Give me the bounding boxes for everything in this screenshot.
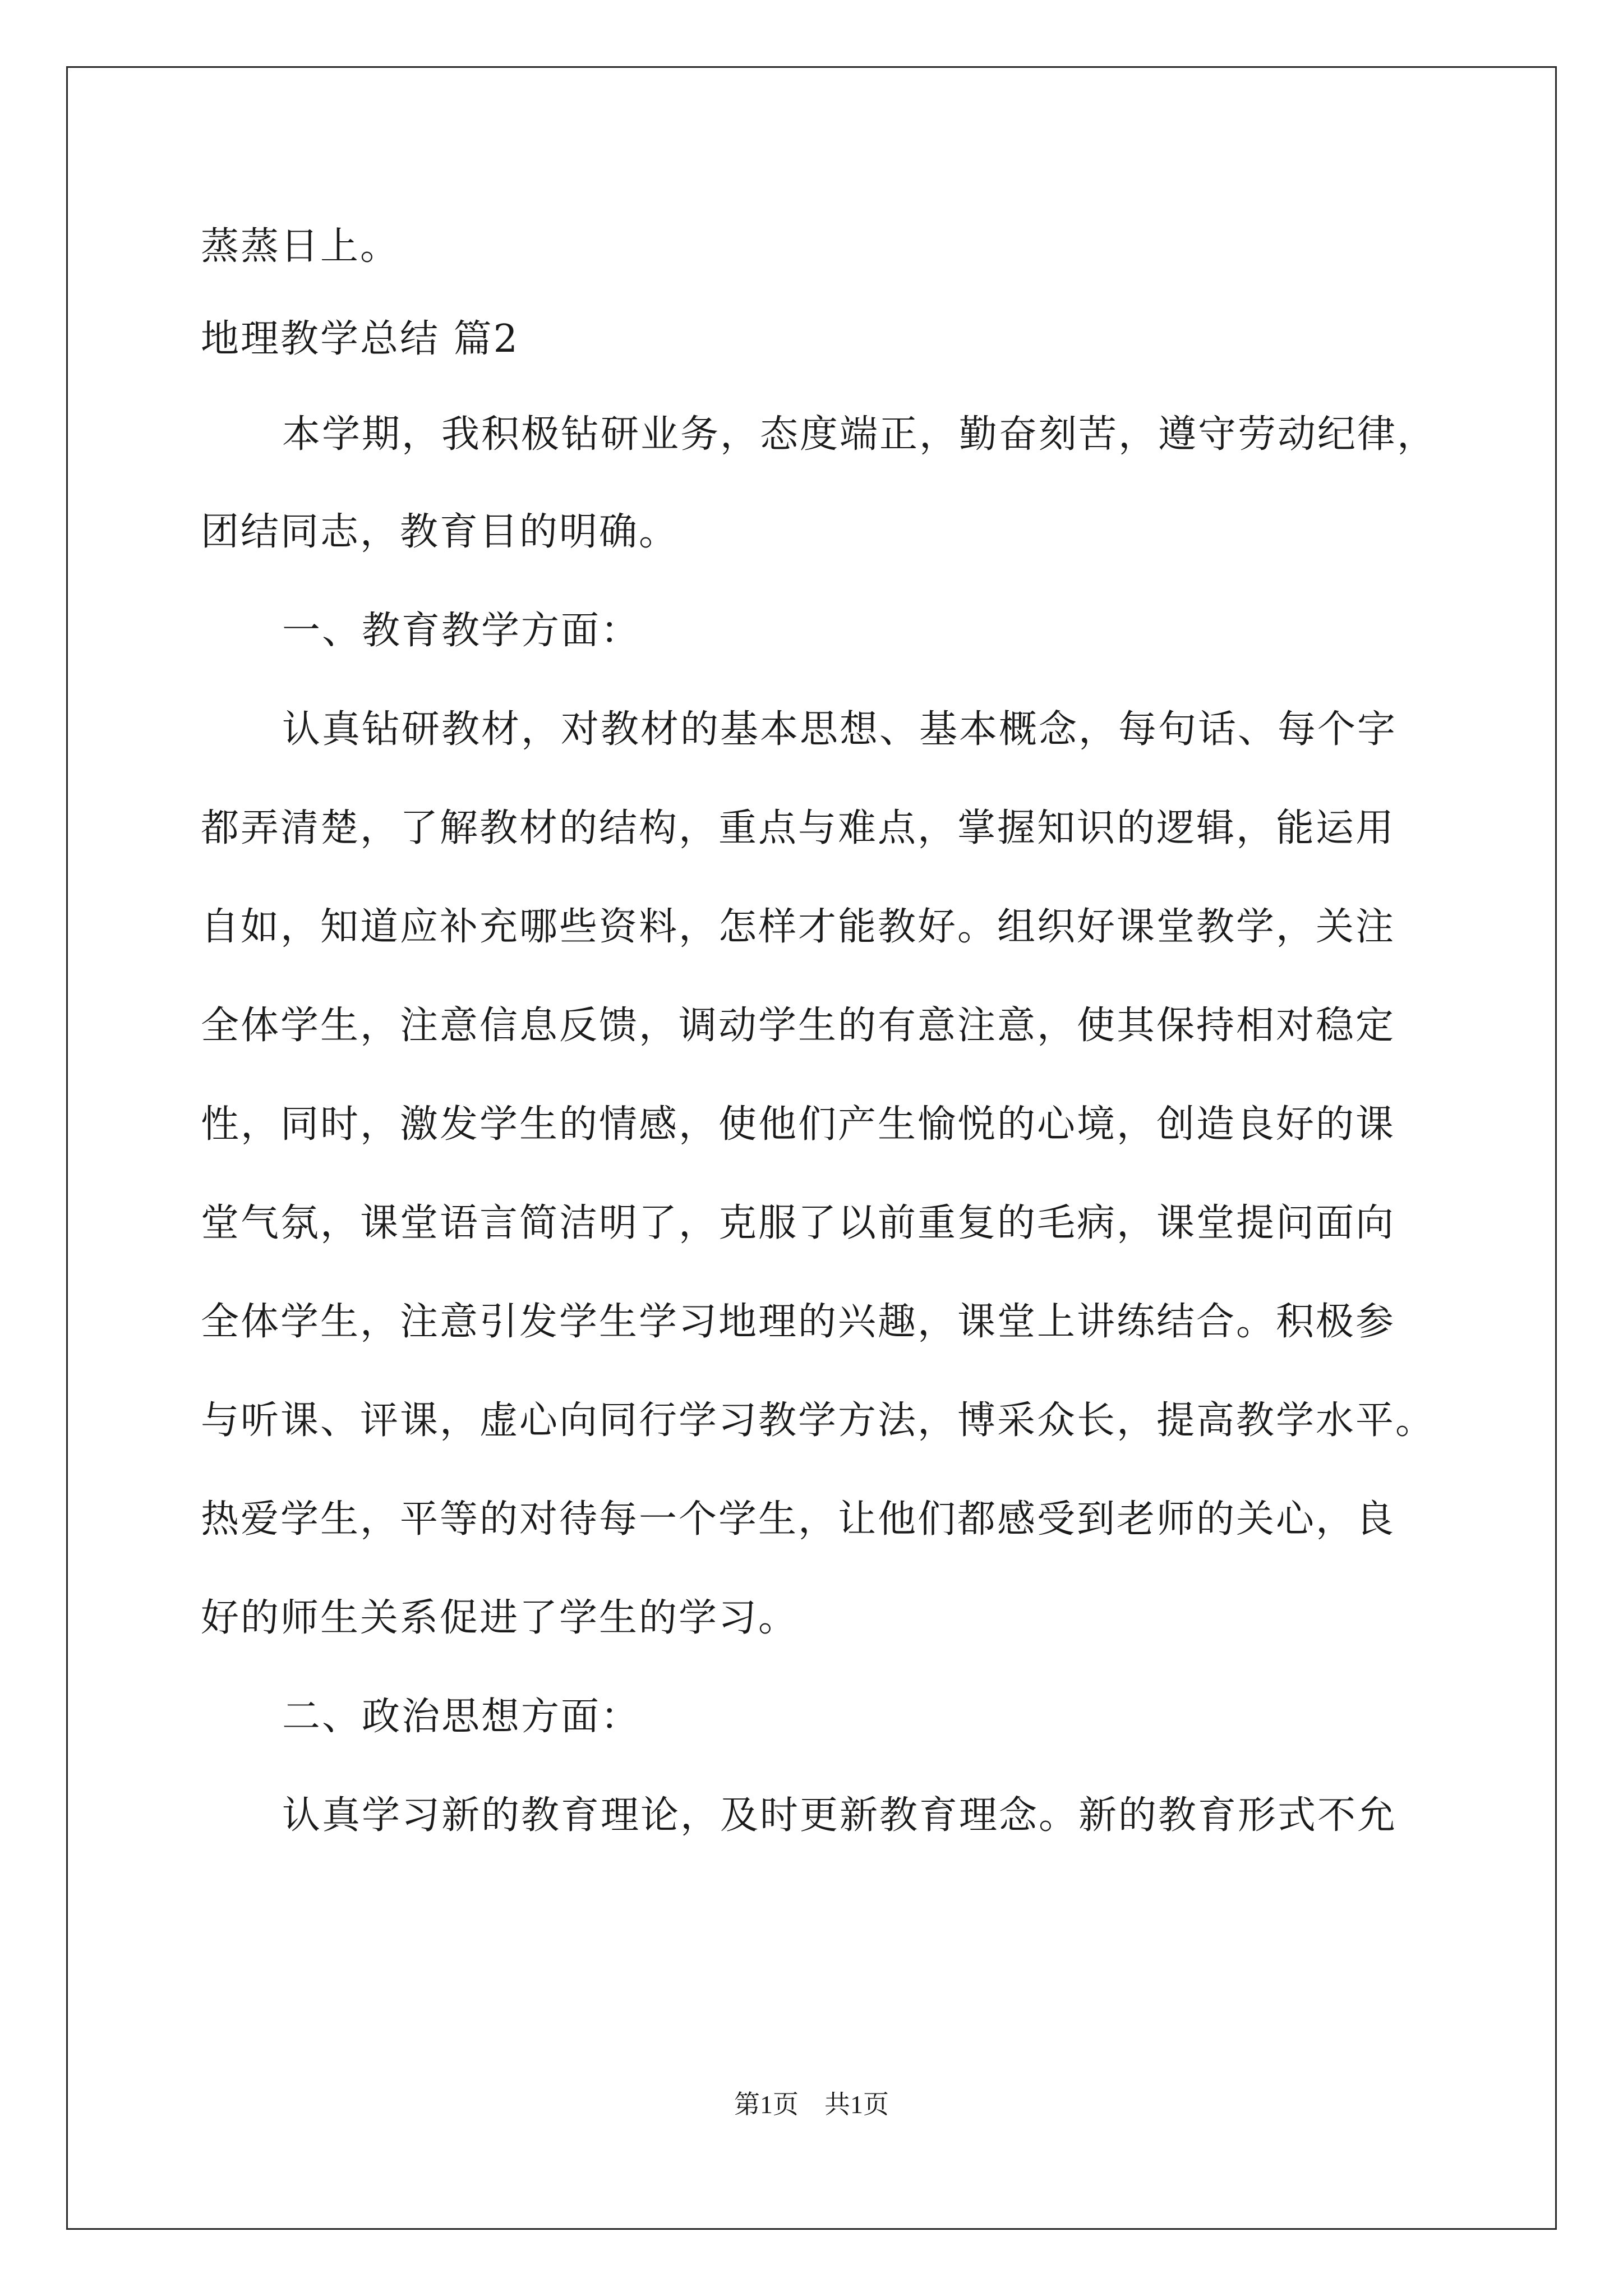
paragraph-line: 认真学习新的教育理论，及时更新教育理念。新的教育形式不允 (282, 1793, 1398, 1838)
paragraph-line: 与听课、评课，虚心向同行学习教学方法，博采众长，提高教学水平。 (201, 1398, 1436, 1443)
paragraph-line: 堂气氛，课堂语言简洁明了，克服了以前重复的毛病，课堂提问面向 (201, 1201, 1396, 1245)
text-line: 蒸蒸日上。 (201, 224, 400, 269)
paragraph-line: 热爱学生，平等的对待每一个学生，让他们都感受到老师的关心，良 (201, 1497, 1396, 1542)
paragraph-line: 团结同志，教育目的明确。 (201, 510, 679, 554)
section-heading: 地理教学总结 篇2 (201, 317, 519, 361)
paragraph-line: 全体学生，注意信息反馈，调动学生的有意注意，使其保持相对稳定 (201, 1004, 1396, 1048)
paragraph-line: 自如，知道应补充哪些资料，怎样才能教好。组织好课堂教学，关注 (201, 905, 1396, 949)
page-footer: 第1页 共1页 (734, 2090, 889, 2119)
paragraph-line: 认真钻研教材，对教材的基本思想、基本概念，每句话、每个字 (282, 707, 1398, 752)
paragraph-line: 全体学生，注意引发学生学习地理的兴趣，课堂上讲练结合。积极参 (201, 1300, 1396, 1344)
paragraph-line: 好的师生关系促进了学生的学习。 (201, 1596, 799, 1640)
subheading: 二、政治思想方面： (282, 1695, 641, 1739)
paragraph-line: 性，同时，激发学生的情感，使他们产生愉悦的心境，创造良好的课 (201, 1102, 1396, 1147)
paragraph-line: 都弄清楚，了解教材的结构，重点与难点，掌握知识的逻辑，能运用 (201, 806, 1396, 850)
paragraph-line: 本学期，我积极钻研业务，态度端正，勤奋刻苦，遵守劳动纪律， (282, 412, 1437, 457)
subheading: 一、教育教学方面： (282, 609, 641, 653)
